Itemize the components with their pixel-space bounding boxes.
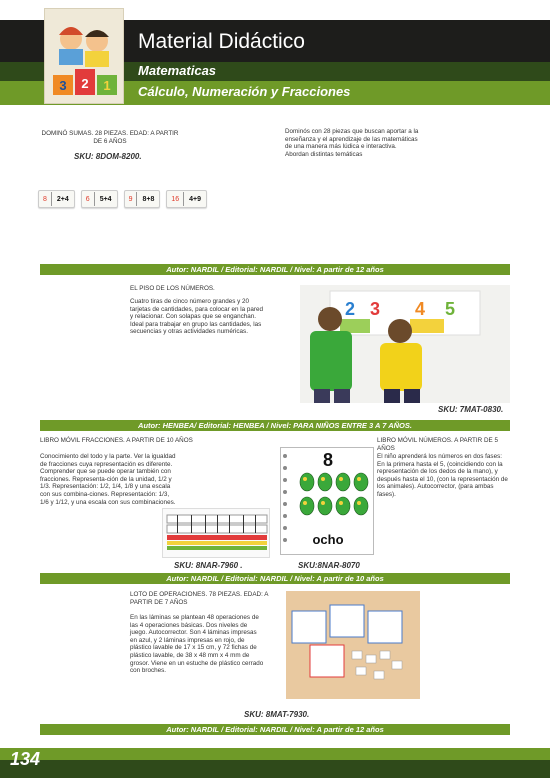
- product-description: Conocimiento del todo y la parte. Ver la igualdad de fracciones cuya representación es diferente. Comprender que se puede operar también con fracciones. Representa-ción de la unidad, 1/2 y 1/3. Representación: 1/2, 1/4, 1/8 y una escala con sus combina-ciones. Representación: 1/3, 1/6 y 1/12, y una escala con sus combinaciones.: [40, 453, 176, 506]
- domino-piece: 8 2+4: [38, 190, 75, 208]
- fractions-book-image: [162, 508, 270, 558]
- kids-logo-image: [44, 8, 124, 104]
- numbers-book-image: [280, 447, 374, 555]
- domino-pieces: [38, 190, 207, 208]
- page-number: 134: [10, 749, 41, 769]
- page-title: Material Didáctico: [138, 30, 305, 53]
- product-sku: SKU: 8DOM-8200.: [74, 152, 142, 161]
- svg-text:2: 2: [345, 299, 356, 319]
- footer-band: [0, 748, 550, 778]
- book-number: 8: [322, 450, 333, 470]
- product-sku: SKU: 7MAT-0830.: [438, 405, 504, 414]
- svg-text:3: 3: [370, 299, 381, 319]
- kids-wall-numbers-photo: [300, 285, 510, 403]
- book-word: ocho: [312, 532, 344, 547]
- footer-dark-green-band: [0, 760, 550, 778]
- product-name: EL PISO DE LOS NÚMEROS.: [130, 285, 215, 292]
- product-description: En las láminas se plantean 48 operaciones de las 4 operaciones básicas. Dos niveles de juego. Autocorrector. Son 4 láminas impresas en azul, y 2 láminas impresas en rojo, de plástico lavable de 17 x 15 cm, y 72 fichas de plástico lavable, de 38 x 48 mm x 4 mm de grosor. Viene en un estuche de plástico cerrado con broches.: [130, 614, 264, 675]
- author-bar: Autor: NARDIL / Editorial: NARDIL / Nivel: A partir de 12 años: [40, 264, 510, 275]
- product-sku: SKU: 8NAR-7960 .: [174, 561, 243, 570]
- page-subtitle: Matematicas: [138, 63, 217, 78]
- product-description: Dominós con 28 piezas que buscan aportar a la enseñanza y el aprendizaje de las matemáticas de una manera más lúdica e interactiva. Abordan distintas temáticas: [285, 128, 419, 158]
- product-name: LOTO DE OPERACIONES. 78 PIEZAS. EDAD: A PARTIR DE 7 AÑOS: [130, 591, 269, 606]
- svg-text:2: 2: [81, 76, 89, 91]
- svg-text:3: 3: [59, 78, 67, 93]
- svg-text:4: 4: [415, 299, 426, 319]
- product-name: LIBRO MÓVIL NÚMEROS. A PARTIR DE 5 AÑOS: [377, 437, 498, 452]
- author-bar: Autor: NARDIL / Editorial: NARDIL / Nivel: A partir de 12 años: [40, 724, 510, 735]
- svg-text:5: 5: [445, 299, 456, 319]
- svg-text:1: 1: [103, 78, 111, 93]
- domino-piece: 9 8+8: [124, 190, 161, 208]
- product-description: Cuatro tiras de cinco número grandes y 20 tarjetas de cantidades, para colocar en la pared y relacionar. Con solapas que se enganchan. Ideal para trabajar en grupo las cantidades, las secuencias y otras actividades numéricas.: [130, 298, 264, 336]
- product-description: El niño aprenderá los números en dos fases: En la primera hasta el 5, (coincidiendo con la representación de los dedos de la mano), y después hasta el 10, (con la representación de los animales). Autocorrector, (para ambas fases).: [377, 453, 508, 498]
- author-bar: Autor: HENBEA/ Editorial: HENBEA / Nivel: PARA NIÑOS ENTRE 3 A 7 AÑOS.: [40, 420, 510, 431]
- footer-light-green-band: [0, 748, 550, 760]
- product-name: LIBRO MÓVIL FRACCIONES. A PARTIR DE 10 AÑOS: [40, 437, 193, 444]
- product-name: DOMINÓ SUMAS. 28 PIEZAS. EDAD: A PARTIR DE 6 AÑOS: [41, 130, 179, 145]
- product-sku: SKU:8NAR-8070: [298, 561, 360, 570]
- loto-operations-photo: [286, 591, 420, 699]
- domino-piece: 16 4+9: [166, 190, 207, 208]
- author-bar: Autor: NARDIL / Editorial: NARDIL / Nivel: A partir de 10 años: [40, 573, 510, 584]
- product-sku: SKU: 8MAT-7930.: [244, 710, 310, 719]
- domino-piece: 6 5+4: [81, 190, 118, 208]
- section-title: Cálculo, Numeración y Fracciones: [138, 84, 351, 99]
- header: [0, 0, 550, 110]
